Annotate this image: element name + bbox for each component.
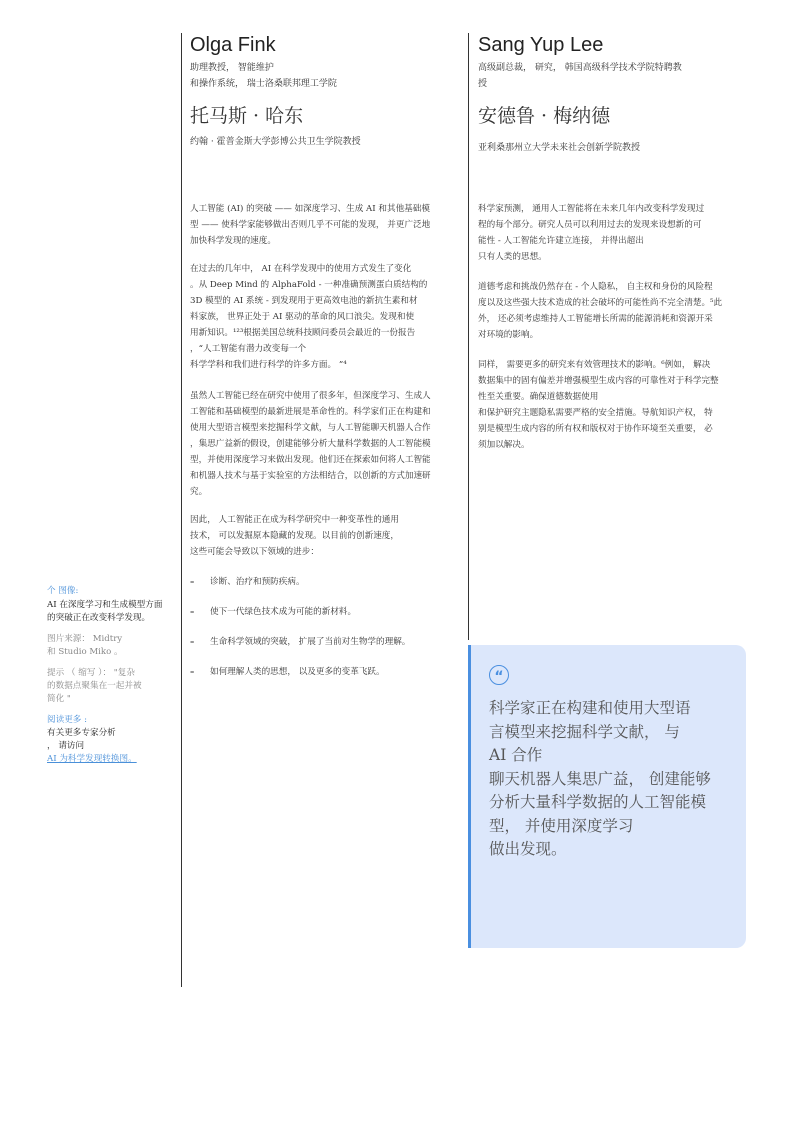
author-affiliation: 约翰 · 霍普金斯大学彭博公共卫生学院教授 — [190, 137, 361, 147]
paragraph: 人工智能 (AI) 的突破 —— 如深度学习、生成 AI 和其他基础模 型 —— 使科学家能够做出否则几乎不可能的发现， 并更广泛地 加快科学发现的速度。 — [190, 204, 431, 246]
paragraph: 因此， 人工智能正在成为科学研究中一种变革性的通用 技术， 可以发掘原本隐藏的发现。以目前的创新速度， 这些可能会导致以下领域的进步： — [190, 515, 399, 557]
paragraph: 科学家预测， 通用人工智能将在未来几年内改变科学发现过 程的每个部分。研究人员可以利用过去的发现来设想新的可 能性 - 人工智能允许建立连接， 并得出超出 只有人类的思想。 — [478, 204, 705, 262]
right-body-column — [478, 201, 753, 465]
author-affiliation: 高级副总裁， 研究， 韩国高级科学技术学院特聘教 授 — [478, 63, 682, 89]
left-body-column — [190, 201, 465, 694]
sidebar — [47, 585, 172, 766]
image-label: 个 图像: — [47, 586, 79, 596]
list-item: – 如何理解人类的思想， 以及更多的变革飞跃。 — [190, 667, 385, 677]
pull-quote-text: 科学家正在构建和使用大型语 言模型来挖掘科学文献， 与 AI 合作 聊天机器人集思广益， 创建能够 分析大量科学数据的人工智能模 型， 并使用深度学习 做出发现。 — [489, 699, 711, 858]
bullet-list — [190, 574, 465, 680]
list-item: – 生命科学领域的突破， 扩展了当前对生物学的理解。 — [190, 637, 411, 647]
list-item: – 诊断、治疗和预防疾病。 — [190, 577, 305, 587]
author-name: 托马斯 · 哈东 — [190, 105, 304, 127]
pull-quote — [468, 645, 746, 948]
author-name: Sang Yup Lee — [478, 34, 604, 56]
paragraph: 虽然人工智能已经在研究中使用了很多年，但深度学习、生成人 工智能和基础模型的最新进展是革命性的。科学家们正在构建和 使用大型语言模型来挖掘科学文献，与人工智能聊天机器人合作 ，集思广益新的假设，创建能够分析大量科学数据的人工智能模 型，并使用深度学习来做出发现。他们还在探索如何将人工智能 和机器人技术与基于实验室的方法相结合，以创新的方式加速研 究。 — [190, 391, 431, 497]
author-affiliation: 助理教授， 智能维护 和操作系统， 瑞士洛桑联邦理工学院 — [190, 63, 337, 89]
paragraph: 同样， 需要更多的研究来有效管理技术的影响。⁶例如， 解决 数据集中的固有偏差并增强模型生成内容的可靠性对于科学完整 性至关重要。确保道德数据使用 和保护研究主题隐私需要严格的安全措施。导航知识产权， 特 别是模型生成内容的所有权和版权对于协作环境至关重要， 必 须加以解决。 — [478, 360, 719, 450]
paragraph: 在过去的几年中， AI 在科学发现中的使用方式发生了变化 。从 Deep Mind 的 AlphaFold - 一种准确预测蛋白质结构的 3D 模型的 AI 系统 - 到发现用于更高效电池的新抗生素和材 料家族， 世界正处于 AI 驱动的革命的风口浪尖。发现和使 用新知识。¹²³根据美国总统科技顾问委员会最近的一份报告 ，“人工智能有潜力改变每一个 科学学科和我们进行科学的许多方面。 ”⁴ — [190, 264, 428, 370]
image-source: 图片来源： Midtry 和 Studio Miko 。 — [47, 634, 123, 657]
author-name: 安德鲁 · 梅纳德 — [478, 105, 611, 127]
image-caption: AI 在深度学习和生成模型方面 的突破正在改变科学发现。 — [47, 600, 163, 623]
column-rule-left — [181, 33, 182, 987]
image-prompt: 提示 （ 缩写 ）： "复杂 的数据点聚集在一起并被 简化 " — [47, 668, 142, 704]
author-thomas-hartung — [190, 107, 460, 150]
author-sang-yup-lee — [478, 35, 748, 92]
read-more-link[interactable]: AI 为科学发现转换图。 — [47, 754, 137, 764]
read-more-label: 阅读更多 : — [47, 715, 88, 725]
list-item: – 使下一代绿色技术成为可能的新材料。 — [190, 607, 357, 617]
author-andrew-maynard — [478, 107, 748, 156]
read-more-text: 有关更多专家分析 ， 请访问 — [47, 728, 116, 751]
author-olga-fink — [190, 35, 460, 92]
quote-icon: “ — [489, 665, 509, 685]
author-affiliation: 亚利桑那州立大学未来社会创新学院教授 — [478, 143, 641, 153]
paragraph: 道德考虑和挑战仍然存在 - 个人隐私， 自主权和身份的风险程 度以及这些强大技术造成的社会破坏的可能性尚不完全清楚。⁵此 外， 还必须考虑维持人工智能增长所需的能源消耗和资源开采 对环境的影响。 — [478, 282, 723, 340]
column-rule-right — [468, 33, 469, 640]
author-name: Olga Fink — [190, 34, 276, 56]
